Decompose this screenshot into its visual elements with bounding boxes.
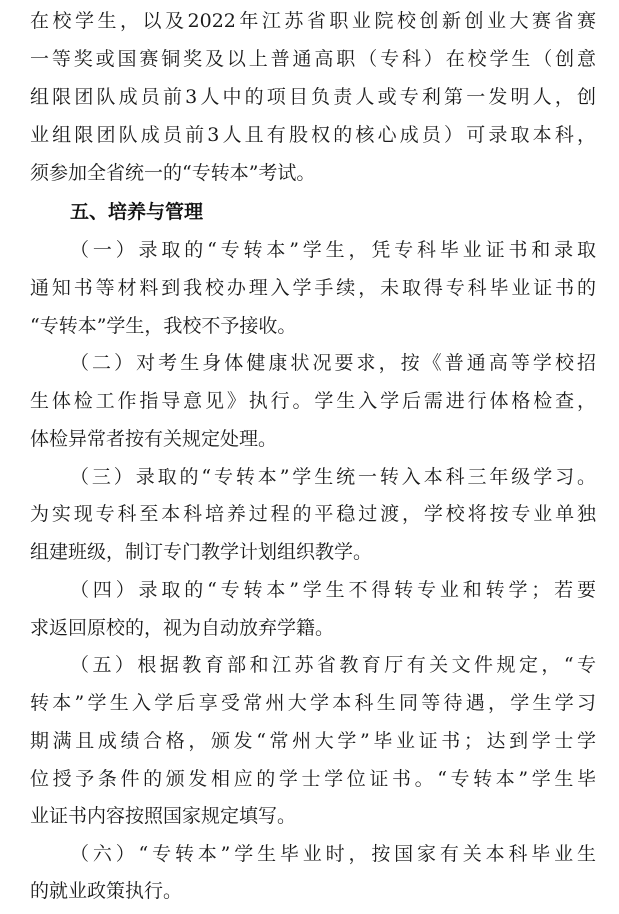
paragraph-1-line-1: （一）录取的“专转本”学生，凭专科毕业证书和录取 (70, 239, 596, 261)
paragraph-2-line-1: （二）对考生身体健康状况要求，按《普通高等学校招 (70, 352, 596, 374)
paragraph-5-line-5: 业证书内容按照国家规定填写。 (30, 805, 297, 827)
paragraph-3-line-3: 组建班级，制订专门教学计划组织教学。 (30, 541, 373, 563)
paragraph-1-line-2: 通知书等材料到我校办理入学手续，未取得专科毕业证书的 (30, 277, 596, 299)
paragraph-5-line-1: （五）根据教育部和江苏省教育厅有关文件规定，“专 (70, 654, 596, 676)
paragraph-1-line-3: “专转本”学生，我校不予接收。 (30, 315, 297, 337)
paragraph-2-line-2: 生体检工作指导意见》执行。学生入学后需进行体格检查， (30, 390, 596, 412)
paragraph-3-line-2: 为实现专科至本科培养过程的平稳过渡，学校将按专业单独 (30, 503, 596, 525)
intro-line-1: 在校学生，以及2022年江苏省职业院校创新创业大赛省赛 (30, 10, 596, 32)
paragraph-3-line-1: （三）录取的“专转本”学生统一转入本科三年级学习。 (70, 466, 596, 488)
intro-line-2: 一等奖或国赛铜奖及以上普通高职（专科）在校学生（创意 (30, 48, 596, 70)
paragraph-4-line-2: 求返回原校的，视为自动放弃学籍。 (30, 617, 335, 639)
paragraph-2-line-3: 体检异常者按有关规定处理。 (30, 428, 278, 450)
section-heading: 五、培养与管理 (70, 201, 204, 223)
paragraph-4-line-1: （四）录取的“专转本”学生不得转专业和转学；若要 (70, 579, 596, 601)
paragraph-5-line-4: 位授予条件的颁发相应的学士学位证书。“专转本”学生毕 (30, 768, 596, 790)
paragraph-6-line-2: 的就业政策执行。 (30, 880, 183, 902)
intro-line-5: 须参加全省统一的“专转本”考试。 (30, 162, 316, 184)
paragraph-5-line-3: 期满且成绩合格，颁发“常州大学”毕业证书；达到学士学 (30, 730, 596, 752)
paragraph-5-line-2: 转本”学生入学后享受常州大学本科生同等待遇，学生学习 (30, 692, 596, 714)
paragraph-6-line-1: （六）“专转本”学生毕业时，按国家有关本科毕业生 (70, 843, 596, 865)
intro-line-3: 组限团队成员前3人中的项目负责人或专利第一发明人，创 (30, 86, 596, 108)
intro-line-4: 业组限团队成员前3人且有股权的核心成员）可录取本科， (30, 124, 596, 146)
